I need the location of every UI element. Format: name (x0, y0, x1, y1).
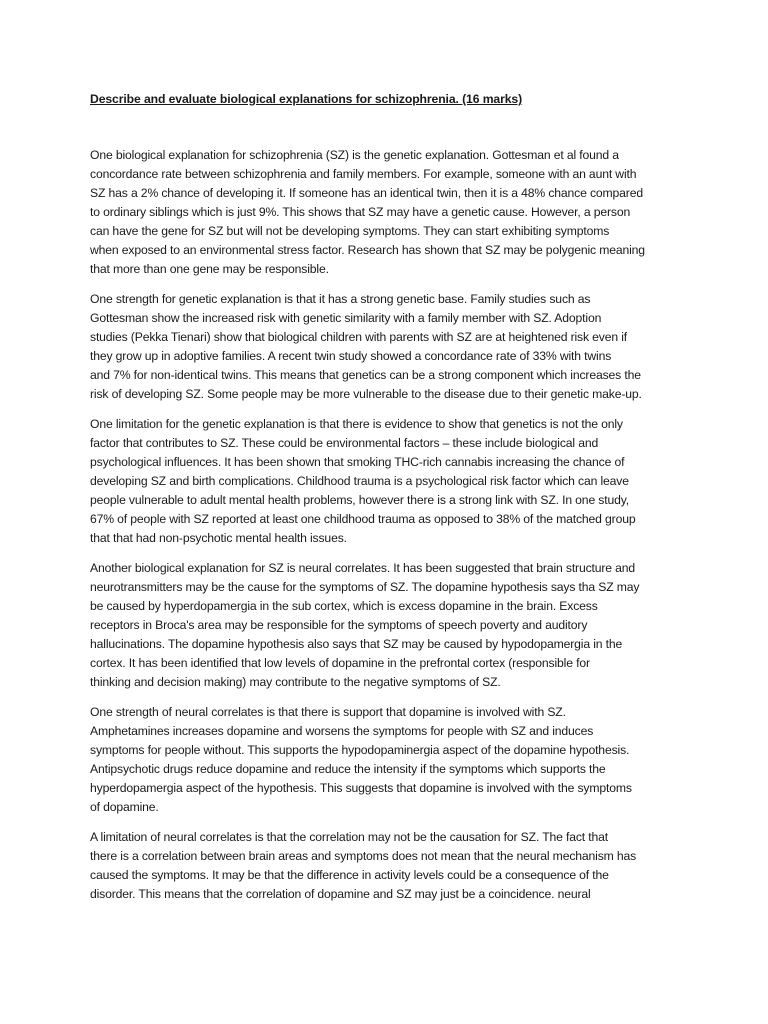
text-line: risk of developing SZ. Some people may be more vulnerable to the disease due to their genetic make-up. (90, 387, 642, 401)
text-line: people vulnerable to adult mental health problems, however there is a strong link with SZ. In one study, (90, 493, 630, 507)
paragraph-genetic-explanation (90, 146, 680, 279)
text-line: Gottesman show the increased risk with genetic similarity with a family member with SZ. Adoption (90, 311, 602, 325)
text-line: psychological influences. It has been shown that smoking THC-rich cannabis increasing the chance of (90, 455, 625, 469)
text-line: neurotransmitters may be the cause for the symptoms of SZ. The dopamine hypothesis says tha SZ may (90, 580, 640, 594)
text-line: symptoms for people without. This supports the hypodopaminergia aspect of the dopamine hypothesis. (90, 743, 630, 757)
text-line: can have the gene for SZ but will not be developing symptoms. They can start exhibiting symptoms (90, 224, 610, 238)
text-line: A limitation of neural correlates is that the correlation may not be the causation for SZ. The fact that (90, 830, 608, 844)
text-line: they grow up in adoptive families. A recent twin study showed a concordance rate of 33% with twins (90, 349, 612, 363)
text-line: Amphetamines increases dopamine and worsens the symptoms for people with SZ and induces (90, 724, 594, 738)
document-content (90, 92, 680, 904)
text-line: receptors in Broca's area may be responsible for the symptoms of speech poverty and auditory (90, 618, 588, 632)
text-line: that that had non-psychotic mental health issues. (90, 531, 347, 545)
paragraph-genetic-strength (90, 290, 680, 404)
text-line: developing SZ and birth complications. Childhood trauma is a psychological risk factor which can leave (90, 474, 629, 488)
text-line: One strength of neural correlates is that there is support that dopamine is involved with SZ. (90, 705, 566, 719)
text-line: hyperdopamergia aspect of the hypothesis. This suggests that dopamine is involved with the symptoms (90, 781, 632, 795)
text-line: factor that contributes to SZ. These could be environmental factors – these include biological and (90, 436, 599, 450)
text-line: cortex. It has been identified that low levels of dopamine in the prefrontal cortex (responsible for (90, 656, 590, 670)
text-line: that more than one gene may be responsible. (90, 262, 329, 276)
text-line: concordance rate between schizophrenia and family members. For example, someone with an aunt with (90, 167, 637, 181)
document-title: Describe and evaluate biological explanations for schizophrenia. (16 marks) (90, 92, 523, 106)
paragraph-neural-correlates (90, 559, 680, 692)
text-line: Antipsychotic drugs reduce dopamine and reduce the intensity if the symptoms which supports the (90, 762, 606, 776)
text-line: and 7% for non-identical twins. This means that genetics can be a strong component which increases the (90, 368, 641, 382)
text-line: One biological explanation for schizophrenia (SZ) is the genetic explanation. Gottesman et al found a (90, 148, 619, 162)
text-line: SZ has a 2% chance of developing it. If someone has an identical twin, then it is a 48% chance compared (90, 186, 643, 200)
text-line: there is a correlation between brain areas and symptoms does not mean that the neural mechanism has (90, 849, 637, 863)
text-line: hallucinations. The dopamine hypothesis also says that SZ may be caused by hypodopamergia in the (90, 637, 623, 651)
paragraph-genetic-limitation (90, 415, 680, 548)
text-line: thinking and decision making) may contribute to the negative symptoms of SZ. (90, 675, 501, 689)
text-line: One limitation for the genetic explanation is that there is evidence to show that genetics is not the only (90, 417, 623, 431)
text-line: 67% of people with SZ reported at least one childhood trauma as opposed to 38% of the matched group (90, 512, 636, 526)
text-line: of dopamine. (90, 800, 159, 814)
text-line: be caused by hyperdopamergia in the sub cortex, which is excess dopamine in the brain. Excess (90, 599, 598, 613)
text-line: One strength for genetic explanation is that it has a strong genetic base. Family studies such as (90, 292, 591, 306)
text-line: Another biological explanation for SZ is neural correlates. It has been suggested that brain structure and (90, 561, 636, 575)
text-line: studies (Pekka Tienari) show that biological children with parents with SZ are at heightened risk even if (90, 330, 628, 344)
paragraph-neural-limitation (90, 828, 680, 904)
text-line: disorder. This means that the correlation of dopamine and SZ may just be a coincidence. neural (90, 887, 591, 901)
paragraph-neural-strength (90, 703, 680, 817)
text-line: caused the symptoms. It may be that the difference in activity levels could be a consequence of the (90, 868, 609, 882)
text-line: to ordinary siblings which is just 9%. This shows that SZ may have a genetic cause. However, a person (90, 205, 631, 219)
text-line: when exposed to an environmental stress factor. Research has shown that SZ may be polygenic meaning (90, 243, 645, 257)
